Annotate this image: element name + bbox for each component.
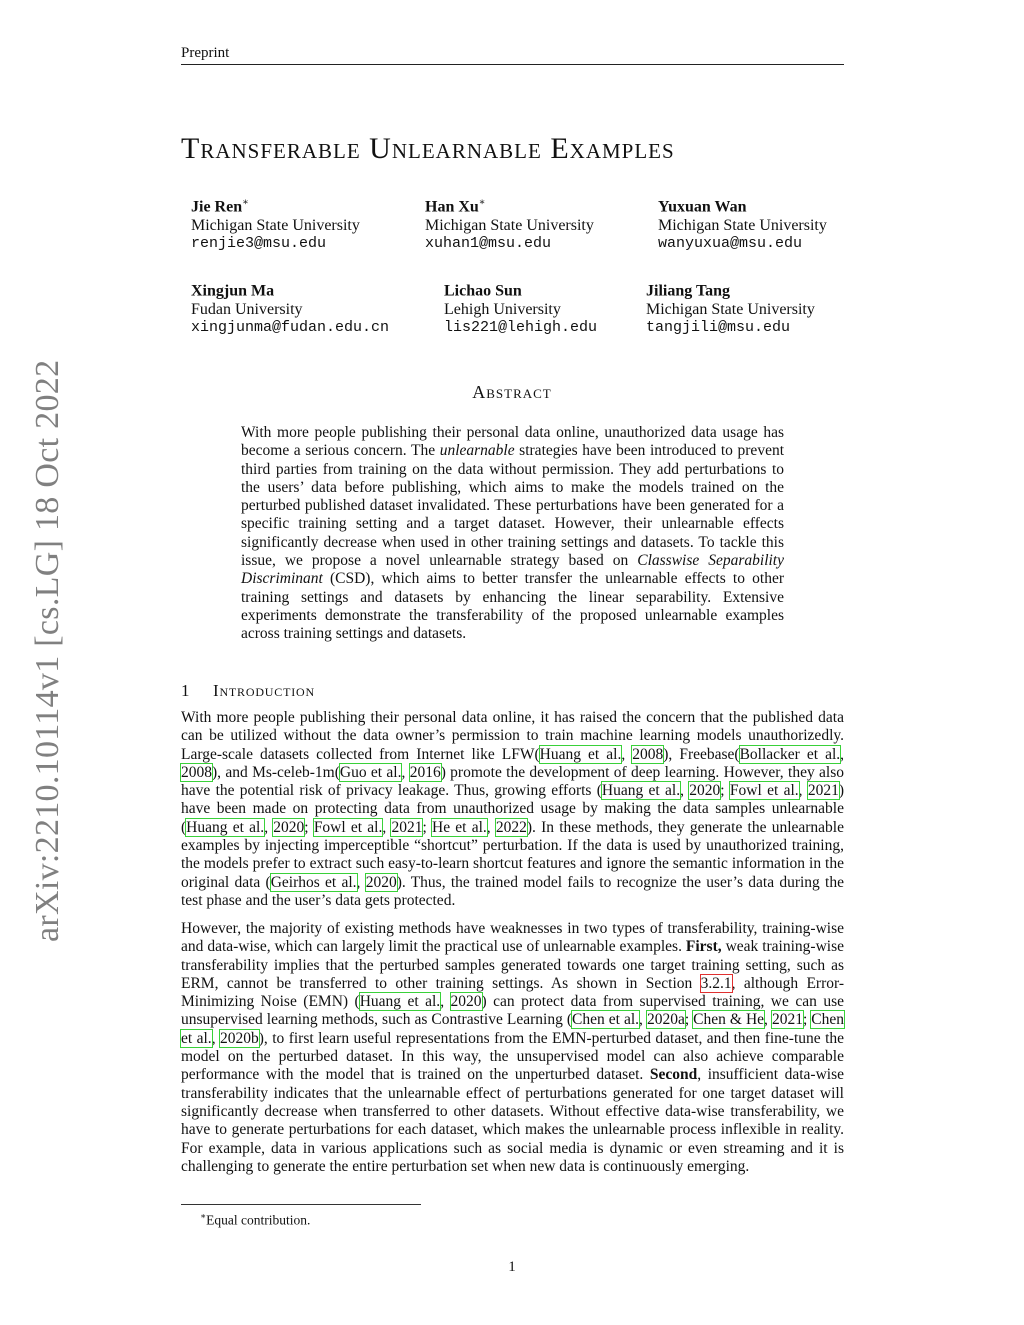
citation-year-link[interactable]: 2021: [771, 1011, 803, 1029]
citation-link[interactable]: Chen et al.: [181, 1011, 844, 1047]
author-name: Jie Ren: [191, 198, 243, 216]
citation-link[interactable]: Guo et al.: [339, 763, 402, 781]
citation-link[interactable]: Huang et al.: [186, 818, 265, 836]
emphasis: unlearnable: [439, 442, 515, 460]
author-affiliation: Michigan State University: [658, 216, 827, 234]
citation-link[interactable]: Bollacker et al.: [739, 745, 841, 763]
author-email[interactable]: tangjili@msu.edu: [646, 319, 791, 337]
section-number: 1: [181, 681, 191, 700]
bold-lead-first: First,: [685, 938, 722, 956]
paper-title: Transferable Unlearnable Examples: [181, 132, 675, 165]
citation-link[interactable]: Huang et al.: [539, 745, 622, 763]
author-affiliation: Michigan State University: [425, 216, 594, 234]
author-affiliation: Michigan State University: [646, 300, 815, 318]
author-block: [191, 194, 360, 254]
footnote: [200, 1208, 310, 1229]
author-name: Han Xu: [425, 198, 479, 216]
author-name: Yuxuan Wan: [658, 198, 747, 216]
citation-link[interactable]: Chen et al.: [572, 1011, 640, 1029]
citation-link[interactable]: Geirhos et al.: [270, 873, 357, 891]
citation-year-link[interactable]: 2008: [632, 745, 664, 763]
citation-year-link[interactable]: 2021: [807, 782, 839, 800]
abstract-body: With more people publishing their personal data online, unauthorized data usage has become a serious concern. The unlearnable strategies have been introduced to prevent third parties from training on the data without permission. They add perturbations to the users’ data before publishing, which aims to make the models trained on the perturbed published dataset invalidated. These perturbations have been generated for a specific training setting and a target dataset. However, their unlearnable effects significantly decrease when used in other training settings and datasets. To tackle this issue, we propose a novel unlearnable strategy based on Classwise Separability Discriminant (CSD), which aims to better transfer the unlearnable effects to other training settings and datasets by enhancing the linear separability. Extensive experiments demonstrate the transferability of the proposed unlearnable examples across training settings and datasets.: [241, 424, 785, 643]
bold-lead-second: Second: [649, 1066, 698, 1084]
author-block: [444, 278, 597, 338]
citation-link[interactable]: He et al.: [432, 818, 487, 836]
citation-link[interactable]: Huang et al.: [359, 993, 441, 1011]
footnote-text: Equal contribution.: [206, 1212, 311, 1228]
citation-year-link[interactable]: 2020: [273, 818, 305, 836]
citation-year-link[interactable]: 2020b: [220, 1029, 259, 1047]
author-email[interactable]: wanyuxua@msu.edu: [658, 235, 803, 253]
author-email[interactable]: lis221@lehigh.edu: [444, 319, 598, 337]
citation-year-link[interactable]: 2020: [689, 782, 721, 800]
author-affiliation: Fudan University: [191, 300, 303, 318]
author-block: [646, 278, 815, 338]
running-header: [181, 44, 844, 65]
intro-paragraph-1: With more people publishing their personal data online, it has raised the concern that the published data can be utilized without the data owner’s permission to train machine learning models unauthorizedly. Large-scale datasets collected from Internet like LFW(Huang et al., 2008), Freebase(Bollacker et al., 2008), and Ms-celeb-1m(Guo et al., 2016) promote the development of deep learning. However, they also have the potential risk of privacy leakage. Thus, growing efforts (Huang et al., 2020; Fowl et al., 2021) have been made on protecting data from unauthorized usage by making the data samples unlearnable (Huang et al., 2020; Fowl et al., 2021; He et al., 2022). In these methods, they generate the unlearnable examples by injecting imperceptible “shortcut” perturbation. If the data is used by unauthorized training, the models prefer to extract such easy-to-learn shortcut features and ignore the semantic information in the original data (Geirhos et al., 2020). Thus, the trained model fails to recognize the user’s data during the test phase and the user’s data gets protected.: [181, 709, 845, 909]
footnote-mark: ∗: [200, 1211, 207, 1221]
page-number: 1: [508, 1259, 516, 1275]
citation-link[interactable]: Chen & He: [693, 1011, 765, 1029]
author-email[interactable]: xingjunma@fudan.edu.cn: [191, 319, 390, 337]
author-block: [425, 194, 594, 254]
author-block: [191, 278, 389, 338]
emphasis: Classwise Separability Discriminant: [241, 552, 784, 588]
equal-contribution-mark: ∗: [242, 197, 249, 208]
author-name: Jiliang Tang: [646, 282, 731, 300]
author-email[interactable]: xuhan1@msu.edu: [425, 235, 552, 253]
author-affiliation: Lehigh University: [444, 300, 561, 318]
citation-year-link[interactable]: 2020a: [646, 1011, 685, 1029]
section-reference-link[interactable]: 3.2.1: [700, 974, 732, 992]
author-name: Xingjun Ma: [191, 282, 275, 300]
footnote-rule: [181, 1204, 421, 1205]
citation-year-link[interactable]: 2022: [495, 818, 527, 836]
arxiv-identifier[interactable]: arXiv:2210.10114v1 [cs.LG] 18 Oct 2022: [29, 359, 66, 942]
intro-paragraph-2: However, the majority of existing methods have weaknesses in two types of transferability, training-wise and data-wise, which can largely limit the practical use of unlearnable examples. First, weak training-wise transferability implies that the perturbed samples generated towards one target training setting, such as ERM, cannot be transferred to other training settings. As shown in Section 3.2.1, although Error-Minimizing Noise (EMN) (Huang et al., 2020) can protect data from supervised training, we can use unsupervised learning methods, such as Contrastive Learning (Chen et al., 2020a; Chen & He, 2021; Chen et al., 2020b), to first learn useful representations from the EMN-perturbed dataset, and then fine-tune the model on the perturbed dataset. In this way, the unsupervised model can also achieve comparable performance with the model that is trained on the unperturbed dataset. Second, insufficient data-wise transferability indicates that the unlearnable effect of perturbations generated for one target dataset will significantly decrease when transferred to other datasets. Without effective data-wise transferability, we have to generate perturbations for each dataset, which makes the unlearnable process inflexible in reality. For example, data in various applications such as social media is dynamic or even streaming and it is challenging to generate the entire perturbation set when new data is continuously emerging.: [181, 920, 845, 1175]
citation-year-link[interactable]: 2020: [450, 993, 482, 1011]
citation-link[interactable]: Huang et al.: [601, 782, 681, 800]
section-heading-introduction: [181, 680, 315, 702]
citation-year-link[interactable]: 2008: [181, 763, 212, 781]
author-name: Lichao Sun: [444, 282, 522, 300]
abstract-heading: Abstract: [472, 382, 552, 402]
author-block: [658, 194, 827, 254]
citation-year-link[interactable]: 2020: [365, 873, 397, 891]
author-affiliation: Michigan State University: [191, 216, 360, 234]
citation-link[interactable]: Fowl et al.: [729, 782, 799, 800]
citation-link[interactable]: Fowl et al.: [313, 818, 383, 836]
citation-year-link[interactable]: 2016: [409, 763, 441, 781]
equal-contribution-mark: ∗: [478, 197, 486, 208]
citation-year-link[interactable]: 2021: [391, 818, 423, 836]
header-rule: [181, 64, 844, 65]
section-title: Introduction: [213, 681, 315, 700]
author-email[interactable]: renjie3@msu.edu: [191, 235, 327, 253]
running-head: Preprint: [181, 45, 230, 61]
